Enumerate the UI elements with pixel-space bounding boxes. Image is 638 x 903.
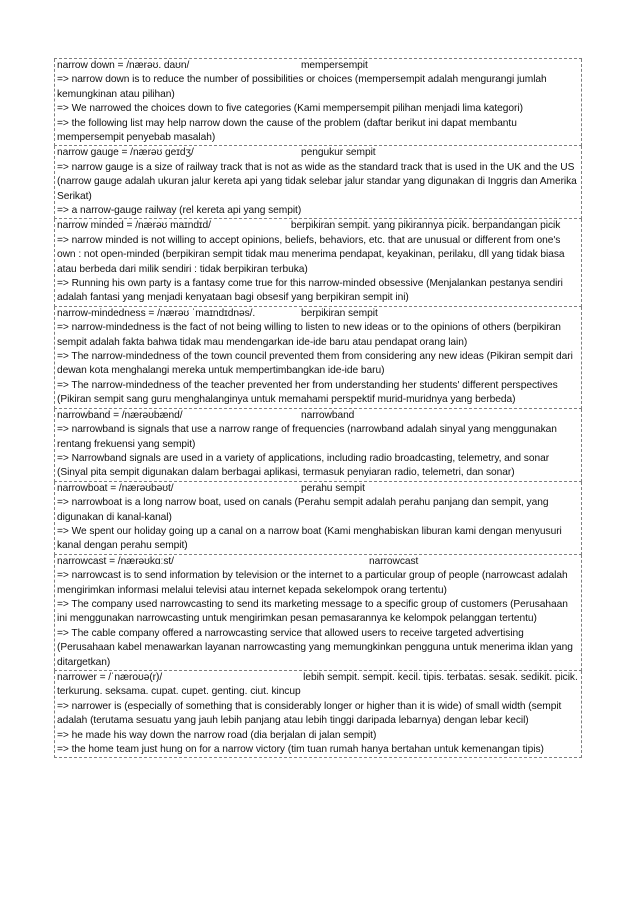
entry-head: [57, 307, 580, 321]
entry-line: => a narrow-gauge railway (rel kereta api yang sempit): [57, 205, 302, 217]
entry-line: => narrower is (especially of something that is considerably longer or higher than it is wide) of small width (sempit adalah (terutama sesuatu yang jauh lebih panjang atau lebih tinggi daripada lebarnya) dengan lebar kecil): [57, 700, 562, 727]
entry-line: => narrow down is to reduce the number of possibilities or choices (mempersempit adalah mengurangi jumlah kemungkinan atau pilihan): [57, 74, 547, 100]
entry-line: => narrow-mindedness is the fact of not being willing to listen to new ideas or to the opinions of others (berpikiran sempit adalah fakta bahwa tidak mau mendengarkan ide-ide baru atau pendapat orang lain): [57, 322, 561, 348]
entry-narrowband: [54, 409, 582, 482]
entry-head: [57, 219, 580, 233]
entry-head: [57, 409, 580, 423]
entry-line: => The company used narrowcasting to send its marketing message to a specific group of customers (Perusahaan ini menggunakan narrowcasting untuk mengirimkan pesan pemasarannya ke kelompok pelanggan tertentu): [57, 598, 568, 625]
entry-line: => narrow gauge is a size of railway track that is not as wide as the standard track that is used in the UK and the US (narrow gauge adalah ukuran jalur kereta api yang tidak selebar jalur standar yang digunakan di Inggris dan Amerika Serikat): [57, 161, 577, 202]
entry-narrow-minded: [54, 219, 582, 306]
entry-line: => he made his way down the narrow road (dia berjalan di jalan sempit): [57, 729, 377, 741]
entry-term: narrowband = /nærəʊbænd/: [57, 409, 183, 421]
entry-meaning: lebih sempit. sempit. kecil. tipis. terbatas. sesak. sedikit. picik. terkurung. seksama. cupat. cupet. genting. ciut. kincup: [57, 671, 578, 698]
entry-narrow-gauge: [54, 146, 582, 219]
entry-term: narrow minded = /nærəʊ maɪndɪd/: [57, 220, 211, 232]
entry-line: => narrowcast is to send information by television or the internet to a particular group of people (narrowcast adalah mengirimkan informasi melalui televisi atau internet kepada sekelompok orang tertentu): [57, 570, 568, 596]
entry-term: narrow down = /nærəʊ. daʊn/: [57, 60, 190, 71]
entry-meaning: pengukur sempit: [301, 147, 376, 159]
entry-line: => narrowboat is a long narrow boat, used on canals (Perahu sempit adalah perahu panjang dan sempit, yang digunakan di kanal-kanal): [57, 497, 549, 523]
entry-term: narrowboat = /nærəʊbəʊt/: [57, 482, 174, 494]
entry-meaning: mempersempit: [301, 60, 368, 71]
entry-term: narrow gauge = /nærəʊ ɡeɪdʒ/: [57, 147, 194, 159]
entry-head: [57, 482, 580, 496]
entry-narrowboat: [54, 482, 582, 555]
entry-meaning: berpikiran sempit. yang pikirannya picik. berpandangan picik: [290, 220, 561, 232]
entry-meaning: berpikiran sempit: [301, 307, 378, 319]
entry-head: [57, 671, 580, 700]
entry-line: => the home team just hung on for a narrow victory (tim tuan rumah hanya bertahan untuk kemenangan tipis): [57, 744, 544, 755]
entry-line: => Running his own party is a fantasy come true for this narrow-minded obsessive (Menjalankan pestanya sendiri adalah fantasi yang menjadi kenyataan bagi obsesif yang berpikiran sempit ini): [57, 278, 563, 304]
entry-narrower: [54, 671, 582, 758]
entry-line: => The cable company offered a narrowcasting service that allowed users to receive targeted advertising (Perusahaan kabel menawarkan layanan narrowcasting yang memungkinkan pengguna untuk menerima iklan yang ditargetkan): [57, 627, 573, 668]
entry-line: => The narrow-mindedness of the town council prevented them from considering any new ideas (Pikiran sempit dari dewan kota menghalangi mereka untuk mempertimbangkan ide-ide baru): [57, 351, 573, 377]
entry-meaning: narrowband: [301, 409, 355, 421]
entry-head: [57, 146, 580, 160]
entry-line: => narrowband is signals that use a narrow range of frequencies (narrowband adalah sinyal yang menggunakan rentang frekuensi yang sempit): [57, 424, 557, 450]
entry-line: => Narrowband signals are used in a variety of applications, including radio broadcasting, telemetry, and sonar (Sinyal pita sempit digunakan dalam berbagai aplikasi, termasuk penyiaran radio, telemetri, dan sonar): [57, 452, 550, 479]
entry-line: => We spent our holiday going up a canal on a narrow boat (Kami menghabiskan liburan kami dengan menyusuri kanal dengan perahu sempit): [57, 525, 562, 552]
entry-narrow-mindedness: [54, 307, 582, 409]
entry-term: narrower = /ˈnæroʊə(r)/: [57, 671, 163, 683]
entry-narrow-down: [54, 59, 582, 146]
entry-line: => We narrowed the choices down to five categories (Kami mempersempit pilihan menjadi lima kategori): [57, 103, 523, 115]
entry-meaning: perahu sempit: [301, 482, 365, 494]
entry-line: => the following list may help narrow down the cause of the problem (daftar berikut ini dapat membantu mempersempit penyebab masalah): [57, 117, 517, 144]
entry-line: => The narrow-mindedness of the teacher prevented her from understanding her students' different perspectives (Pikiran sempit sang guru menghalanginya untuk memahami perspektif murid-muridnya yang berbeda): [57, 379, 558, 406]
entry-term: narrowcast = /nærəʊkɑːst/: [57, 555, 174, 567]
entry-term: narrow-mindedness = /nærəʊ ˈmaɪndɪdnəs/.: [57, 307, 256, 319]
entry-head: [57, 59, 580, 73]
entry-narrowcast: [54, 555, 582, 671]
entry-meaning: narrowcast: [369, 555, 419, 567]
dictionary-sheet: [54, 58, 582, 758]
entry-head: [57, 555, 580, 569]
entry-line: => narrow minded is not willing to accept opinions, beliefs, behaviors, etc. that are unusual or different from one's own : not open-minded (berpikiran sempit tidak mau menerima pendapat, keyakinan, perilaku, dll yang tidak biasa atau berbeda dari milik sendiri : tidak berpikiran terbuka): [57, 234, 565, 275]
